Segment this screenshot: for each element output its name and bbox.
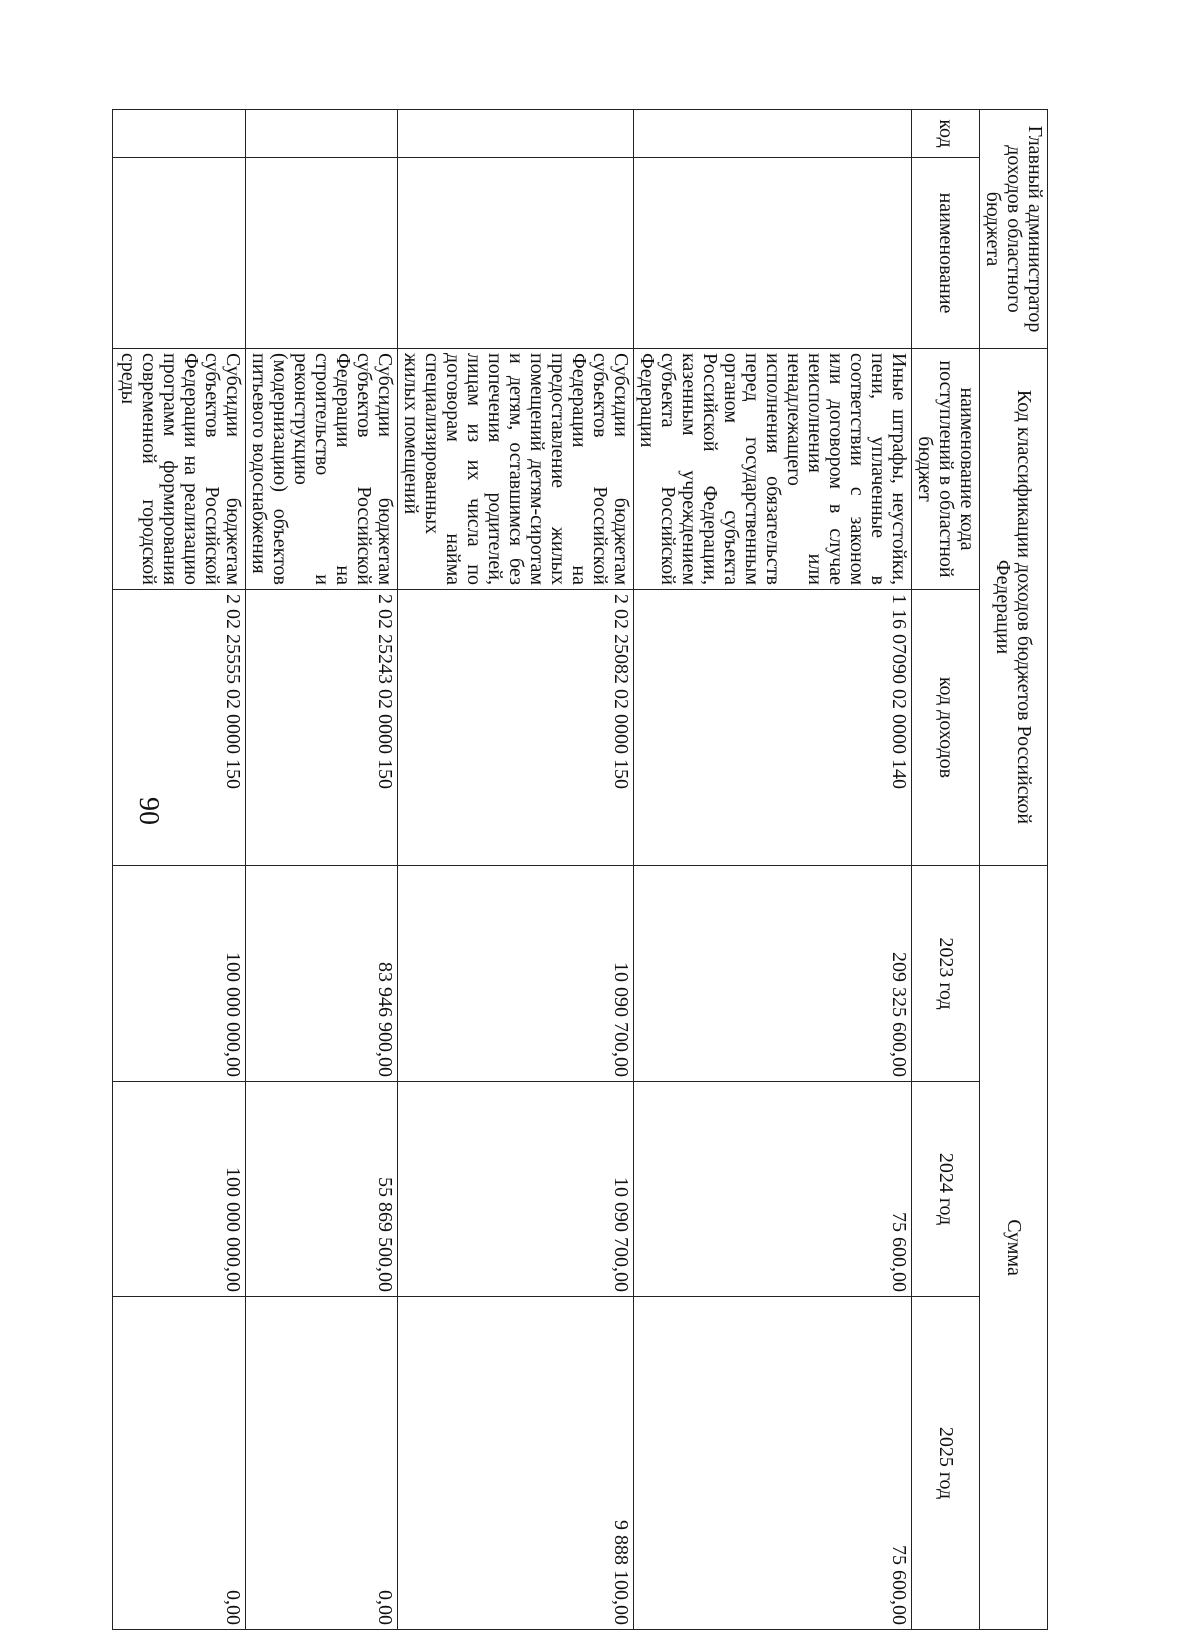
table-row xyxy=(246,110,398,1630)
admin-code-cell xyxy=(398,110,634,158)
sum-2023-cell: 100 000 000,00 xyxy=(113,866,246,1082)
income-code-cell: 2 02 25243 02 0000 150 xyxy=(246,590,398,866)
rotated-table-container xyxy=(117,109,1048,1629)
sum-group-header: Сумма xyxy=(980,866,1048,1630)
income-code-cell: 1 16 07090 02 0000 140 xyxy=(634,590,912,866)
year-2025-header: 2025 год xyxy=(912,1297,980,1630)
income-classification-table xyxy=(112,109,1048,1630)
header-row-top xyxy=(980,110,1048,1630)
sum-2023-cell: 83 946 900,00 xyxy=(246,866,398,1082)
income-code-cell: 2 02 25082 02 0000 150 xyxy=(398,590,634,866)
year-2024-header: 2024 год xyxy=(912,1082,980,1297)
table-row xyxy=(113,110,246,1630)
table-row xyxy=(398,110,634,1630)
sum-2024-cell: 75 600,00 xyxy=(634,1082,912,1297)
table-row xyxy=(634,110,912,1630)
admin-name-cell xyxy=(113,158,246,349)
admin-code-cell xyxy=(113,110,246,158)
year-2023-header: 2023 год xyxy=(912,866,980,1082)
income-code-cell: 2 02 25555 02 0000 150 xyxy=(113,590,246,866)
admin-name-header: наименование xyxy=(912,158,980,349)
admin-name-cell xyxy=(246,158,398,349)
sum-2023-cell: 209 325 600,00 xyxy=(634,866,912,1082)
admin-name-cell xyxy=(634,158,912,349)
sum-2025-cell: 75 600,00 xyxy=(634,1297,912,1630)
admin-code-cell xyxy=(634,110,912,158)
sum-2025-cell: 0,00 xyxy=(113,1297,246,1630)
sum-2024-cell: 55 869 500,00 xyxy=(246,1082,398,1297)
income-name-cell: Субсидии бюджетам субъектов Российской Федерации на строительство и реконструкцию (модернизацию) объектов питьевого водоснабжения xyxy=(246,349,398,590)
header-row-bottom xyxy=(912,110,980,1630)
sum-2025-cell: 9 888 100,00 xyxy=(398,1297,634,1630)
income-code-header: код доходов xyxy=(912,590,980,866)
classification-group-header: Код классификации доходов бюджетов Российской Федерации xyxy=(980,349,1048,866)
income-name-cell: Субсидии бюджетам субъектов Российской Федерации на предоставление жилых помещений детям-сиротам и детям, оставшимся без попечения родителей, лицам из их числа по договорам найма специализированных жилых помещений xyxy=(398,349,634,590)
admin-code-header: код xyxy=(912,110,980,158)
income-name-cell: Субсидии бюджетам субъектов Российской Федерации на реализацию программ формирования современной городской среды xyxy=(113,349,246,590)
admin-group-header: Главный администратор доходов областного бюджета xyxy=(980,110,1048,349)
sum-2023-cell: 10 090 700,00 xyxy=(398,866,634,1082)
income-name-header: наименование кода поступлений в областной бюджет xyxy=(912,349,980,590)
sum-2025-cell: 0,00 xyxy=(246,1297,398,1630)
admin-name-cell xyxy=(398,158,634,349)
page-number: 90 xyxy=(133,797,164,825)
admin-code-cell xyxy=(246,110,398,158)
sum-2024-cell: 10 090 700,00 xyxy=(398,1082,634,1297)
income-name-cell: Иные штрафы, неустойки, пени, уплаченные в соответствии с законом или договором в случае неисполнения или ненадлежащего исполнения обязательств перед государственным органом субъекта Российской Федерации, казенным учреждением субъекта Российской Федерации xyxy=(634,349,912,590)
sum-2024-cell: 100 000 000,00 xyxy=(113,1082,246,1297)
